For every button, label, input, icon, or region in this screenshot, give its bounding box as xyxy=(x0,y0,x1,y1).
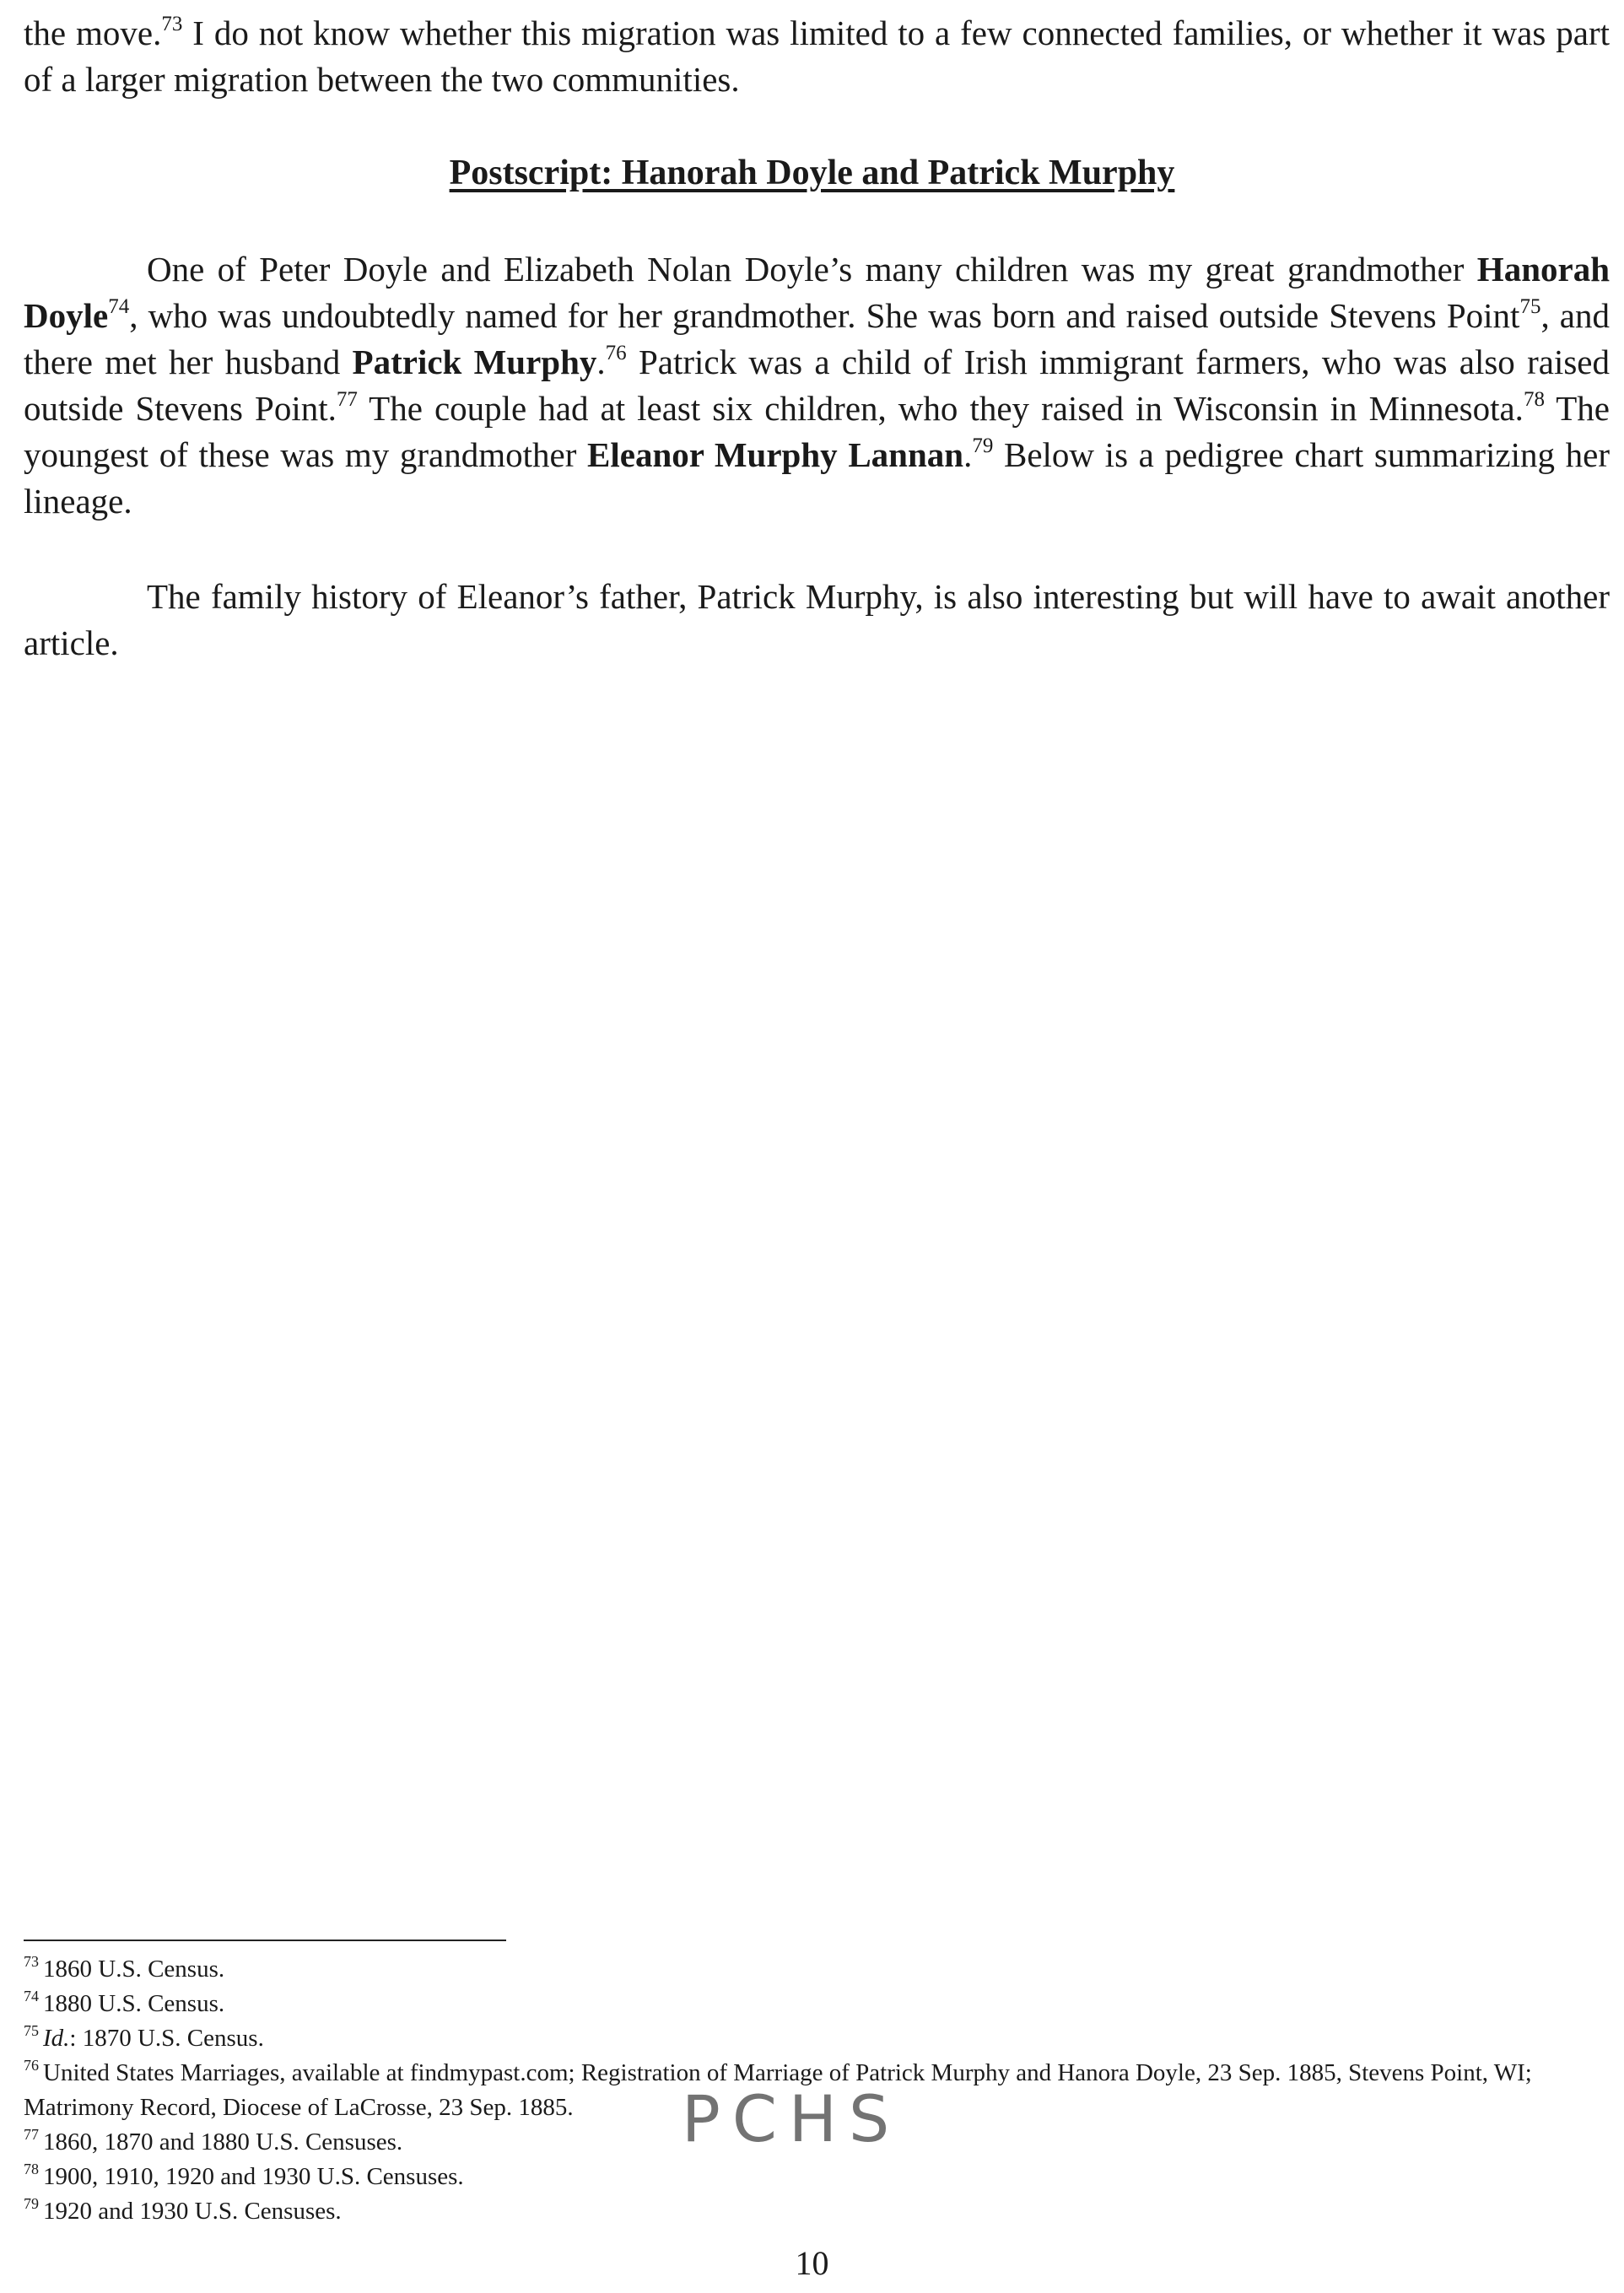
para1-text: Below is a pedigree chart summarizing her lineage. xyxy=(24,435,1610,521)
para1-text: . xyxy=(596,343,606,381)
closing-paragraph: The family history of Eleanor’s father, Patrick Murphy, is also interesting but will have to await another article. xyxy=(24,577,1610,662)
footnote-divider xyxy=(24,1940,506,1941)
footnote-78 xyxy=(24,2160,1610,2194)
footnote-79 xyxy=(24,2194,1610,2229)
footnote-text: 1860, 1870 and 1880 U.S. Censuses. xyxy=(43,2128,403,2155)
footnote-ref-79: 79 xyxy=(972,434,994,457)
footnote-text: United States Marriages, available at findmypast.com; Registration of Marriage of Patrick Murphy and Hanora Doyle, 23 Sep. 1885, Stevens Point, WI; Matrimony Record, Diocese of LaCrosse, 23 Sep. 1885. xyxy=(24,2059,1532,2121)
footnote-73 xyxy=(24,1952,1610,1987)
footnote-number: 73 xyxy=(24,1953,39,1970)
footnote-text: 1900, 1910, 1920 and 1930 U.S. Censuses. xyxy=(43,2163,464,2190)
para1-text: , who was undoubtedly named for her grandmother. She was born and raised outside Stevens Point xyxy=(129,296,1520,335)
footnote-text: 1860 U.S. Census. xyxy=(43,1956,225,1983)
page-number: 10 xyxy=(795,2244,829,2282)
footnote-75 xyxy=(24,2021,1610,2056)
name-hanorah-doyle: Hanorah Doyle xyxy=(24,250,1610,335)
footnote-italic: Id. xyxy=(43,2025,70,2052)
footnote-text: : 1870 U.S. Census. xyxy=(69,2025,264,2052)
footnote-number: 74 xyxy=(24,1988,39,2004)
footnote-ref-78: 78 xyxy=(1523,388,1545,411)
footnote-ref-75: 75 xyxy=(1519,295,1541,318)
pchs-watermark: PCHS xyxy=(682,2081,902,2156)
footnote-number: 76 xyxy=(24,2057,39,2074)
footnote-number: 79 xyxy=(24,2195,39,2212)
footnote-ref-77: 77 xyxy=(336,388,358,411)
para1-text: , and there met her husband xyxy=(24,296,1610,381)
footnote-74 xyxy=(24,1987,1610,2021)
para1-text: The couple had at least six children, who they raised in Wisconsin in Minnesota. xyxy=(357,389,1524,428)
para1-text: . xyxy=(963,435,973,474)
footnote-number: 78 xyxy=(24,2161,39,2177)
name-eleanor-murphy-lannan: Eleanor Murphy Lannan xyxy=(587,435,964,474)
postscript-paragraph xyxy=(24,246,1610,525)
intro-text-2: I do not know whether this migration was limited to a few connected families, or whether it was part of a larger migration between the two communities. xyxy=(24,13,1610,99)
footnote-text: 1880 U.S. Census. xyxy=(43,1990,225,2017)
footnote-number: 75 xyxy=(24,2022,39,2039)
para1-text: The youngest of these was my grandmother xyxy=(24,389,1610,474)
footnote-number: 77 xyxy=(24,2126,39,2143)
footnote-ref-74: 74 xyxy=(108,295,130,318)
footnote-ref-76: 76 xyxy=(605,342,627,364)
footnote-text: 1920 and 1930 U.S. Censuses. xyxy=(43,2198,342,2225)
name-patrick-murphy: Patrick Murphy xyxy=(352,343,597,381)
intro-paragraph xyxy=(24,10,1610,103)
para1-text: Patrick was a child of Irish immigrant farmers, who was also raised outside Stevens Point. xyxy=(24,343,1610,428)
footnote-ref-73: 73 xyxy=(161,13,183,35)
para1-text: One of Peter Doyle and Elizabeth Nolan Doyle’s many children was my great grandmother xyxy=(147,250,1477,289)
section-heading: Postscript: Hanorah Doyle and Patrick Murphy xyxy=(449,154,1175,192)
intro-text-1: the move. xyxy=(24,13,162,52)
